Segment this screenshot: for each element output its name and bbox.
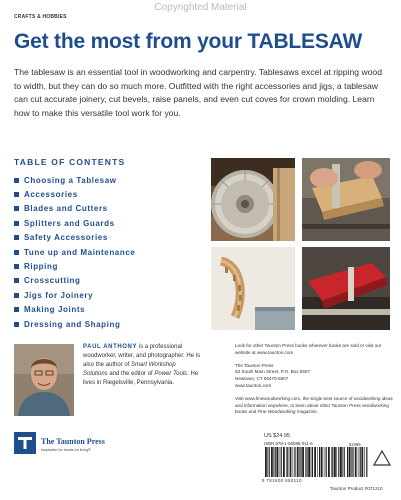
square-bullet-icon (14, 307, 19, 312)
toc-item-label: Dressing and Shaping (24, 319, 121, 329)
author-photo (14, 344, 74, 416)
author-name: PAUL ANTHONY (83, 344, 138, 350)
author-bio (83, 343, 201, 388)
saw-blade-illustration (211, 158, 295, 241)
toc-item (14, 202, 204, 216)
toc-item-label: Ripping (24, 262, 58, 272)
square-bullet-icon (14, 293, 19, 298)
square-bullet-icon (14, 206, 19, 211)
triangle-icon (373, 450, 391, 466)
watermark: Copyrighted Material (154, 2, 247, 13)
toc-item-label: Splitters and Guards (24, 218, 115, 228)
publisher-website: www.taunton.com (235, 382, 272, 388)
publisher-name: The Taunton Press (235, 362, 274, 368)
toc-item (14, 173, 204, 187)
taunton-mark-icon (14, 432, 36, 454)
toc-item (14, 216, 204, 230)
barcode-icon (264, 447, 346, 477)
publisher-address: 63 South Main Street, P.O. Box 5507 (235, 369, 310, 375)
publisher-address: Newtown, CT 06470-5507 (235, 376, 289, 382)
photo-saw-blade (211, 158, 295, 241)
barcode-digits: 9 781600 850110 (262, 478, 302, 483)
toc-item (14, 317, 204, 331)
author-bio-text: . He lives in Riegelsville, Pennsylvania. (83, 371, 199, 386)
price: US $24.95 (264, 433, 290, 439)
square-bullet-icon (14, 192, 19, 197)
publisher-logo (14, 432, 105, 472)
toc-item-label: Crosscutting (24, 276, 81, 286)
photo-shaped-molding (211, 247, 295, 330)
toc-item-label: Jigs for Joinery (24, 290, 94, 300)
toc-item (14, 187, 204, 201)
category-label: CRAFTS & HOBBIES (14, 14, 67, 20)
toc-item-label: Accessories (24, 190, 78, 200)
publisher-info (235, 343, 395, 416)
square-bullet-icon (14, 178, 19, 183)
toc-item (14, 274, 204, 288)
intro-paragraph: The tablesaw is an essential tool in woodworking and carpentry. Tablesaws excel at ripping wood to width, but they can do so much more. Outfitted with the right accessories and jigs, a tablesaw can cut accurate joinery, cut bevels, raise panels, and even cut coves for crown molding. Learn how to make this versatile tool work for you. (14, 67, 382, 118)
visit-text (235, 396, 395, 416)
taunton-t-glyph (14, 432, 36, 454)
blade-guard-illustration (302, 247, 390, 330)
supplement-code: 52495 (349, 442, 361, 447)
table-of-contents (14, 157, 204, 331)
author-book-title: Power Tools (154, 371, 188, 377)
square-bullet-icon (14, 278, 19, 283)
author-bio-text: and the editor of (107, 371, 155, 377)
logo-name: The Taunton Press (41, 437, 105, 446)
square-bullet-icon (14, 264, 19, 269)
photo-crosscutting-hands (302, 158, 390, 241)
molding-illustration (211, 247, 295, 330)
toc-item (14, 245, 204, 259)
author-portrait-illustration (14, 344, 74, 416)
toc-item (14, 259, 204, 273)
toc-item-label: Making Joints (24, 305, 86, 315)
crosscut-illustration (302, 158, 390, 241)
isbn: ISBN 978-1-60085-011-6 (264, 441, 313, 446)
look-for-text: Look for other Taunton Press books wherever books are sold or visit our website at www.taunton.com (235, 343, 382, 355)
square-bullet-icon (14, 235, 19, 240)
author-bio-text: is a professional woodworker, writer, and photographer. He is also the author of (83, 344, 201, 368)
author-book-title: Smart Workshop Solutions (83, 362, 176, 377)
headline: Get the most from your TABLESAW (14, 30, 363, 53)
toc-item-label: Choosing a Tablesaw (24, 175, 117, 185)
square-bullet-icon (14, 250, 19, 255)
visit-text-part: magazine. (295, 409, 319, 415)
toc-item (14, 303, 204, 317)
toc-title: TABLE OF CONTENTS (14, 157, 126, 167)
square-bullet-icon (14, 221, 19, 226)
logo-tagline: Inspiration for hands-on living® (41, 448, 91, 452)
toc-item-label: Tune up and Maintenance (24, 247, 136, 257)
visit-text-part: Visit www.finewoodworking.com, the single best source of woodworking ideas and information anywhere, to learn about other Taunton Press woodworking books and (235, 395, 393, 415)
supplement-barcode-icon (346, 447, 368, 477)
magazine-title: Fine Woodworking (257, 409, 296, 415)
toc-item-label: Blades and Cutters (24, 204, 108, 214)
toc-item-label: Safety Accessories (24, 233, 108, 243)
toc-item (14, 288, 204, 302)
toc-item (14, 231, 204, 245)
product-number: Taunton Product #071210 (330, 486, 383, 491)
toc-list (14, 173, 204, 331)
square-bullet-icon (14, 322, 19, 327)
photo-blade-guard (302, 247, 390, 330)
